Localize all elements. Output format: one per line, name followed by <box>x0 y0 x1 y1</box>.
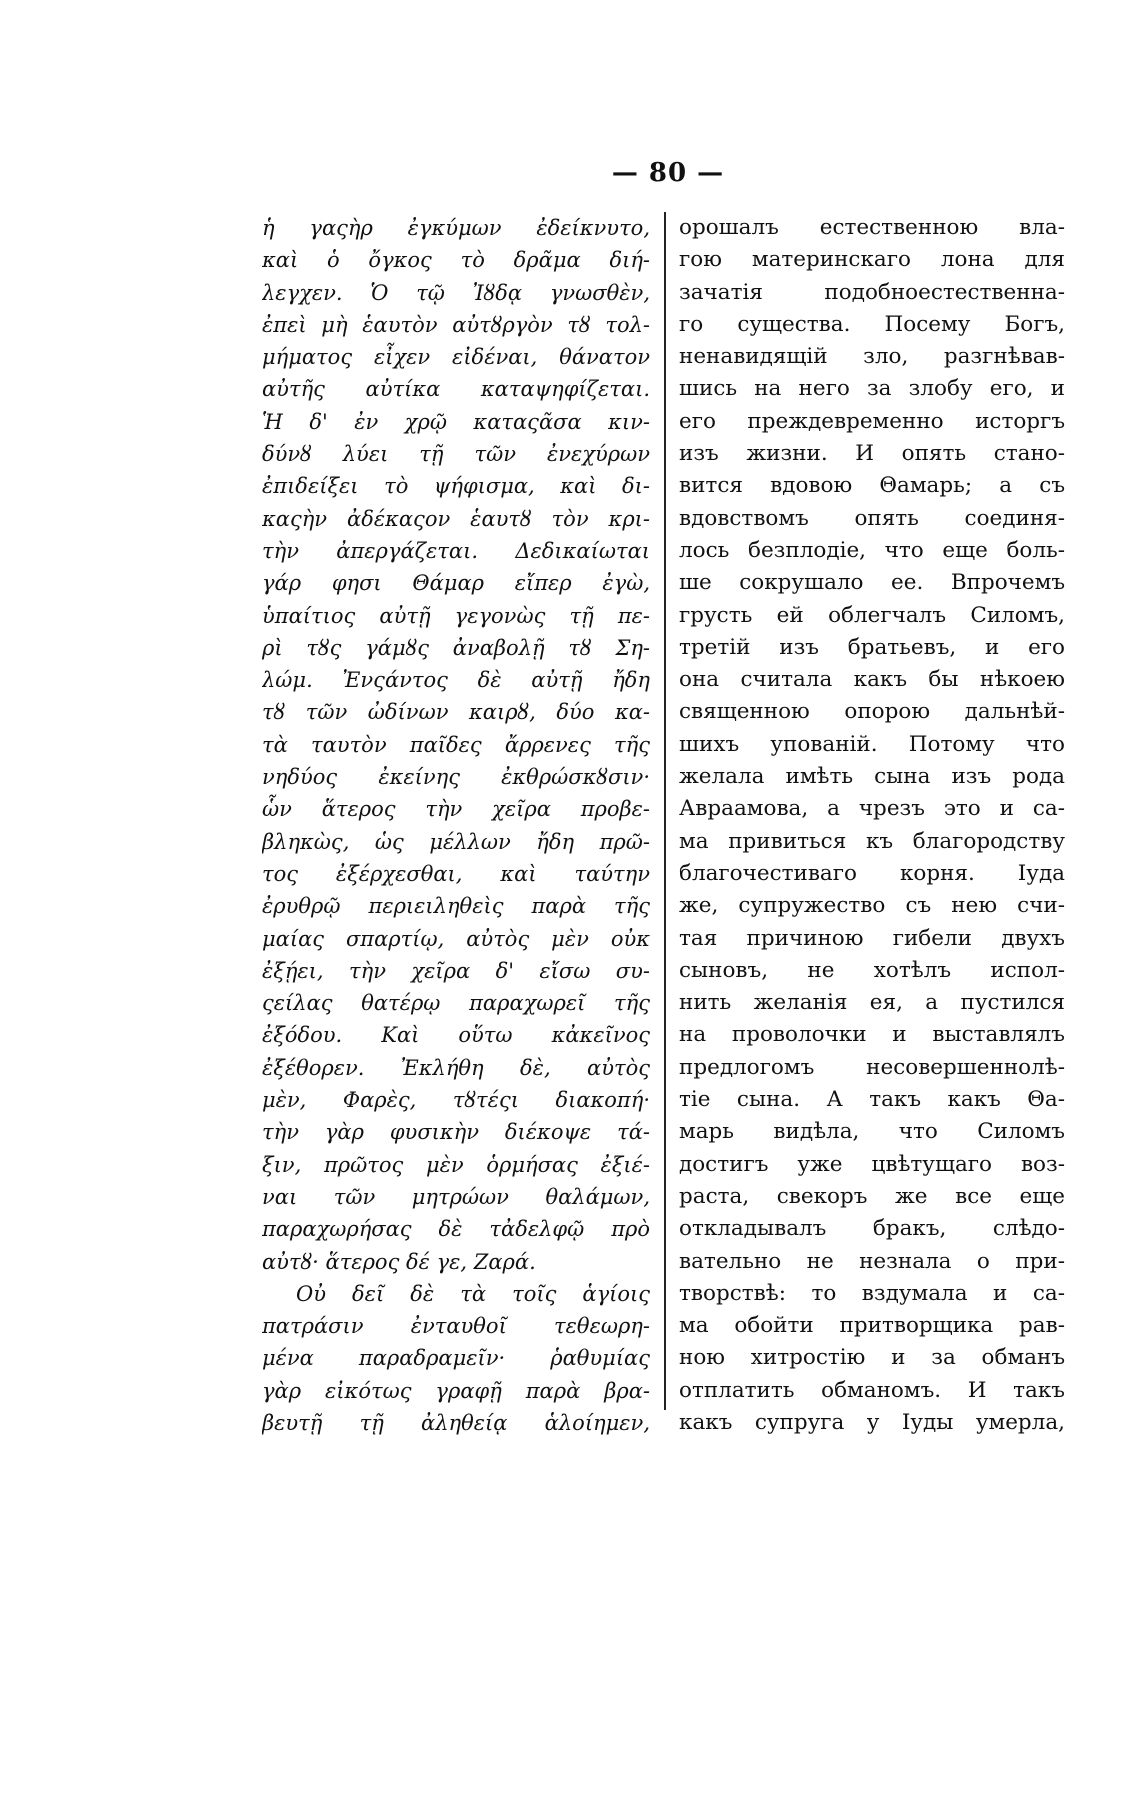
russian-line: желала имѣть сына изъ рода <box>679 764 1065 790</box>
greek-line: πατράσιν ἐνταυθοῖ τεθεωρη- <box>262 1314 650 1339</box>
russian-line: достигъ уже цвѣтущаго воз- <box>679 1151 1065 1177</box>
greek-line: μὲν, Φαρὲς, τȣτέςι διακοπή· <box>262 1088 650 1113</box>
russian-line: же, супружество съ нею счи- <box>679 893 1065 919</box>
greek-line: λεγχεν. Ὁ τῷ Ἰȣδᾳ γνωσθὲν, <box>262 280 650 305</box>
greek-line: αὐτȣ· ἅτερος δέ γε, Ζαρά. <box>262 1249 536 1274</box>
greek-line: αὐτῆς αὐτίκα καταψηφίζεται. <box>262 377 650 402</box>
russian-line: лось безплодіе, что еще боль- <box>679 537 1065 563</box>
greek-line: γάρ φησι Θάμαρ εἴπερ ἐγὼ, <box>262 571 650 596</box>
greek-line: τὴν ἀπεργάζεται. Δεδικαίωται <box>262 538 650 563</box>
russian-line: на проволочки и выставлялъ <box>679 1022 1065 1048</box>
russian-line: вится вдовою Θамарь; а съ <box>679 473 1065 499</box>
russian-line: благочестиваго корня. Іуда <box>679 860 1065 886</box>
russian-line: откладывалъ бракъ, слѣдо- <box>679 1216 1065 1242</box>
greek-line: ἐπιδείξει τὸ ψήφισμα, καὶ δι- <box>262 474 650 499</box>
russian-line: тая причиною гибели двухъ <box>679 925 1065 951</box>
russian-line: его преждевременно исторгъ <box>679 408 1065 434</box>
greek-line: ξιν, πρῶτος μὲν ὁρμήσας ἐξιέ- <box>262 1152 650 1177</box>
russian-line: Авраамова, а чрезъ это и са- <box>679 796 1065 822</box>
greek-line: ςείλας θατέρῳ παραχωρεῖ τῆς <box>262 991 650 1016</box>
page-number: — 80 — <box>611 158 725 188</box>
russian-line: шись на него за злобу его, и <box>679 376 1065 402</box>
column-divider <box>664 212 666 1410</box>
greek-line: ἐξέθορεν. Ἐκλήθη δὲ, αὐτὸς <box>262 1055 650 1080</box>
greek-line: Ἡ δ' ἐν χρῷ καταςᾶσα κιν- <box>262 409 650 434</box>
russian-line: священною опорою дальнѣй- <box>679 699 1065 725</box>
greek-line: δύνȣ λύει τῇ τῶν ἐνεχύρων <box>262 442 650 467</box>
greek-line: νηδύος ἐκείνης ἐκθρώσκȣσιν· <box>262 765 650 790</box>
russian-line: вательно не незнала о при- <box>679 1248 1065 1274</box>
greek-column <box>262 212 650 1439</box>
greek-line: μήματος εἶχεν εἰδέναι, θάνατον <box>262 345 650 370</box>
russian-line: орошалъ естественною вла- <box>679 215 1065 240</box>
russian-line: зачатія подобноестественна- <box>679 279 1065 305</box>
greek-line: καὶ ὁ ὄγκος τὸ δρᾶμα διή- <box>262 248 650 273</box>
greek-line: παραχωρήσας δὲ τἀδελφῷ πρὸ <box>262 1217 650 1242</box>
russian-line: раста, свекоръ же все еще <box>679 1183 1065 1209</box>
russian-line: вдовствомъ опять соединя- <box>679 505 1065 531</box>
greek-line: τὴν γὰρ φυσικὴν διέκοψε τά- <box>262 1120 650 1145</box>
russian-line: тіе сына. А такъ какъ Θа- <box>679 1087 1065 1113</box>
russian-line: ма привиться къ благородству <box>679 828 1065 854</box>
russian-line: она считала какъ бы нѣкоею <box>679 667 1065 693</box>
russian-line: гою материнскаго лона для <box>679 247 1065 273</box>
greek-line: ὧν ἅτερος τὴν χεῖρα προβε- <box>262 797 650 822</box>
greek-line: ἐξῄει, τὴν χεῖρα δ' εἴσω συ- <box>262 958 650 983</box>
russian-line: шихъ упованій. Потому что <box>679 731 1065 757</box>
russian-line: ма обойти притворщика рав- <box>679 1313 1065 1339</box>
russian-line: нить желанія ея, а пустился <box>679 990 1065 1016</box>
greek-line: ὑπαίτιος αὐτῇ γεγονὼς τῇ πε- <box>262 603 650 628</box>
greek-line: ναι τῶν μητρώων θαλάμων, <box>262 1184 650 1209</box>
russian-line: отплатить обманомъ. И такъ <box>679 1377 1065 1403</box>
greek-line: βευτῇ τῇ ἀληθείᾳ ἁλοίημεν, <box>262 1410 650 1435</box>
russian-line: третій изъ братьевъ, и его <box>679 634 1065 660</box>
russian-line: ною хитростію и за обманъ <box>679 1345 1065 1371</box>
russian-line: сыновъ, не хотѣлъ испол- <box>679 957 1065 983</box>
russian-line: предлогомъ несовершеннолѣ- <box>679 1054 1065 1080</box>
greek-line: καςὴν ἀδέκαςον ἑαυτȣ τὸν κρι- <box>262 506 650 531</box>
greek-line: τος ἐξέρχεσθαι, καὶ ταύτην <box>262 861 650 886</box>
greek-line: μένα παραδραμεῖν· ῥαθυμίας <box>262 1346 650 1371</box>
greek-line: Οὐ δεῖ δὲ τὰ τοῖς ἁγίοις <box>296 1281 650 1306</box>
greek-line: ἡ γαςὴρ ἐγκύμων ἐδείκνυτο, <box>262 216 650 240</box>
greek-line: γὰρ εἰκότως γραφῇ παρὰ βρα- <box>262 1378 650 1403</box>
russian-line: ше сокрушало ее. Впрочемъ <box>679 570 1065 596</box>
greek-line: μαίας σπαρτίῳ, αὐτὸς μὲν οὐκ <box>262 926 650 951</box>
russian-line: изъ жизни. И опять стано- <box>679 441 1065 467</box>
russian-line: какъ супруга у Іуды умерла, <box>679 1409 1065 1435</box>
greek-line: ρὶ τȣς γάμȣς ἀναβολῇ τȣ Ση- <box>262 635 650 660</box>
russian-line: грусть ей облегчалъ Силомъ, <box>679 602 1065 628</box>
greek-line: ἐξόδου. Καὶ οὕτω κἀκεῖνος <box>262 1023 650 1048</box>
greek-line: τὰ ταυτὸν παῖδες ἄρρενες τῆς <box>262 732 650 757</box>
russian-line: творствѣ: то вздумала и са- <box>679 1280 1065 1306</box>
greek-line: βληκὼς, ὡς μέλλων ἤδη πρῶ- <box>262 829 650 854</box>
russian-line: марь видѣла, что Силомъ <box>679 1119 1065 1145</box>
greek-line: τȣ τῶν ὠδίνων καιρȣ, δύο κα- <box>262 700 650 725</box>
russian-column <box>679 212 1065 1439</box>
russian-line: го существа. Посему Богъ, <box>679 311 1065 337</box>
greek-line: ἐρυθρῷ περιειληθεὶς παρὰ τῆς <box>262 894 650 919</box>
greek-line: ἐπεὶ μὴ ἑαυτὸν αὐτȣργὸν τȣ τολ- <box>262 312 650 337</box>
greek-line: λώμ. Ἐνςάντος δὲ αὐτῇ ἤδη <box>262 668 650 693</box>
russian-line: ненавидящій зло, разгнѣвав- <box>679 344 1065 370</box>
